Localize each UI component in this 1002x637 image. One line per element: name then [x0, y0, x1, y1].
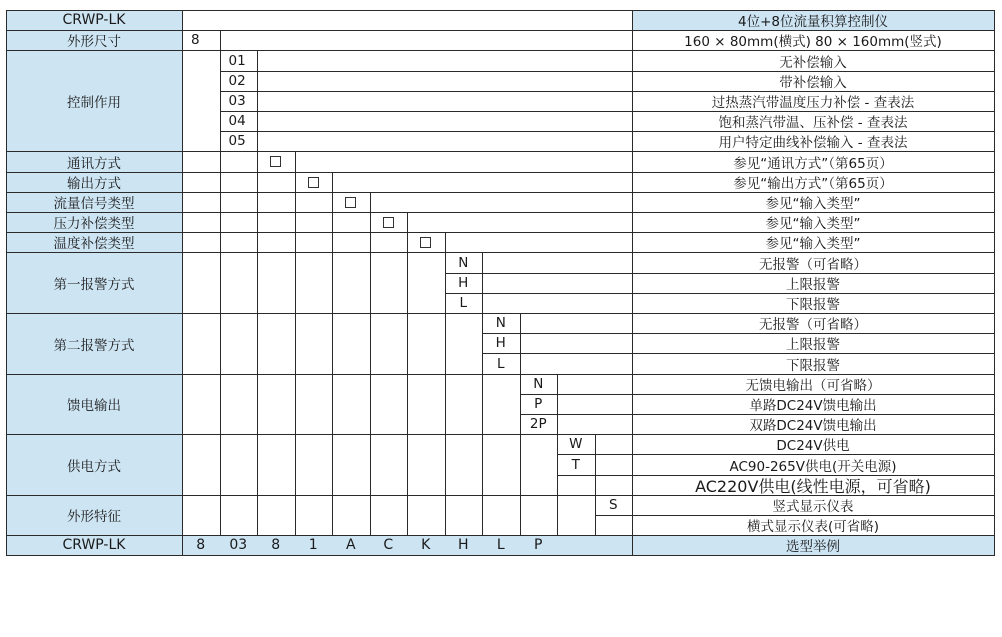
alarm-1-desc: 无报警（可省略）	[759, 256, 867, 273]
row-label-form-factor: 外形特征	[6, 495, 182, 535]
model-code-header: CRWP-LK	[6, 10, 182, 30]
example-code: 8	[257, 535, 295, 555]
alarm-1-code: N	[458, 254, 469, 271]
alarm-1-code: L	[459, 295, 468, 311]
alarm-2-desc: 上限报警	[786, 337, 840, 353]
control-desc: 用户特定曲线补偿输入 - 查表法	[718, 135, 908, 151]
control-code: 04	[228, 113, 246, 129]
row-label-pressure-comp: 压力补偿类型	[6, 212, 182, 232]
feed-output-desc: 单路DC24V馈电输出	[749, 398, 877, 414]
feed-output-code: 2P	[529, 416, 547, 432]
example-spacer	[557, 535, 632, 555]
alarm-1-desc: 上限报警	[786, 277, 840, 293]
row-label-dimensions: 外形尺寸	[6, 30, 182, 50]
product-title: 4位+8位流量积算控制仪	[632, 10, 994, 30]
feed-output-desc: 双路DC24V馈电输出	[749, 418, 877, 434]
temperature-comp-code-box	[407, 232, 445, 252]
power-supply-desc: AC90-265V供电(开关电源)	[729, 458, 897, 475]
control-code: 02	[228, 73, 246, 89]
control-code: 03	[228, 93, 246, 109]
feed-output-desc: 无馈电输出（可省略）	[745, 378, 881, 394]
alarm-2-code: H	[495, 335, 506, 351]
pressure-comp-code-box	[370, 212, 408, 232]
pressure-comp-desc: 参见“输入类型”	[765, 216, 861, 232]
control-desc: 饱和蒸汽带温、压补偿 - 查表法	[718, 115, 908, 131]
placeholder-box-icon	[420, 237, 431, 248]
communication-code-box	[257, 151, 295, 172]
example-label: 选型举例	[632, 535, 994, 555]
row-label-power-supply: 供电方式	[6, 434, 182, 495]
row-label-communication: 通讯方式	[6, 151, 182, 172]
placeholder-box-icon	[270, 156, 281, 167]
example-model: CRWP-LK	[6, 535, 182, 555]
form-factor-code: S	[608, 497, 618, 513]
example-code: K	[407, 535, 445, 555]
output-desc: 参见“输出方式”（第65页）	[733, 176, 893, 192]
alarm-2-code: N	[495, 315, 506, 331]
example-code: 03	[220, 535, 258, 555]
communication-desc: 参见“通讯方式”（第65页）	[733, 155, 893, 172]
placeholder-box-icon	[308, 177, 319, 188]
example-code: A	[332, 535, 370, 555]
power-supply-desc: AC220V供电(线性电源，可省略)	[695, 476, 931, 495]
row-label-alarm-2: 第二报警方式	[6, 313, 182, 374]
row-label-control: 控制作用	[6, 50, 182, 151]
flow-signal-desc: 参见“输入类型”	[765, 196, 861, 212]
control-code: 01	[228, 52, 246, 69]
placeholder-box-icon	[383, 217, 394, 228]
row-label-temperature-comp: 温度补偿类型	[6, 232, 182, 252]
example-code: H	[445, 535, 483, 555]
example-code: L	[482, 535, 520, 555]
temperature-comp-desc: 参见“输入类型”	[765, 236, 861, 252]
alarm-2-desc: 无报警（可省略）	[759, 317, 867, 333]
alarm-1-desc: 下限报警	[786, 297, 840, 313]
control-desc: 过热蒸汽带温度压力补偿 - 查表法	[711, 95, 915, 111]
feed-output-code: P	[534, 396, 543, 412]
form-factor-desc: 竖式显示仪表	[772, 499, 854, 515]
example-code: P	[520, 535, 558, 555]
control-desc: 无补偿输入	[779, 54, 847, 71]
feed-output-code: N	[533, 376, 544, 392]
row-label-feed-output: 馈电输出	[6, 374, 182, 434]
output-code-box	[295, 172, 333, 192]
dimensions-desc: 160 × 80mm(横式) 80 × 160mm(竖式)	[684, 34, 942, 50]
example-code: C	[370, 535, 408, 555]
flow-signal-code-box	[332, 192, 370, 212]
power-supply-desc: DC24V供电	[776, 438, 850, 454]
row-label-alarm-1: 第一报警方式	[6, 252, 182, 313]
control-code: 05	[228, 133, 246, 149]
placeholder-box-icon	[345, 197, 356, 208]
row-label-output: 输出方式	[6, 172, 182, 192]
example-code: 8	[182, 535, 220, 555]
alarm-2-desc: 下限报警	[786, 357, 840, 374]
dimensions-code: 8	[191, 32, 200, 48]
alarm-1-code: H	[458, 275, 469, 291]
row-label-flow-signal: 流量信号类型	[6, 192, 182, 212]
alarm-2-code: L	[496, 355, 505, 372]
example-code: 1	[295, 535, 333, 555]
control-desc: 带补偿输入	[779, 75, 847, 91]
power-supply-code: W	[569, 436, 583, 452]
power-supply-code: T	[571, 456, 580, 473]
form-factor-desc: 横式显示仪表(可省略)	[746, 519, 880, 535]
